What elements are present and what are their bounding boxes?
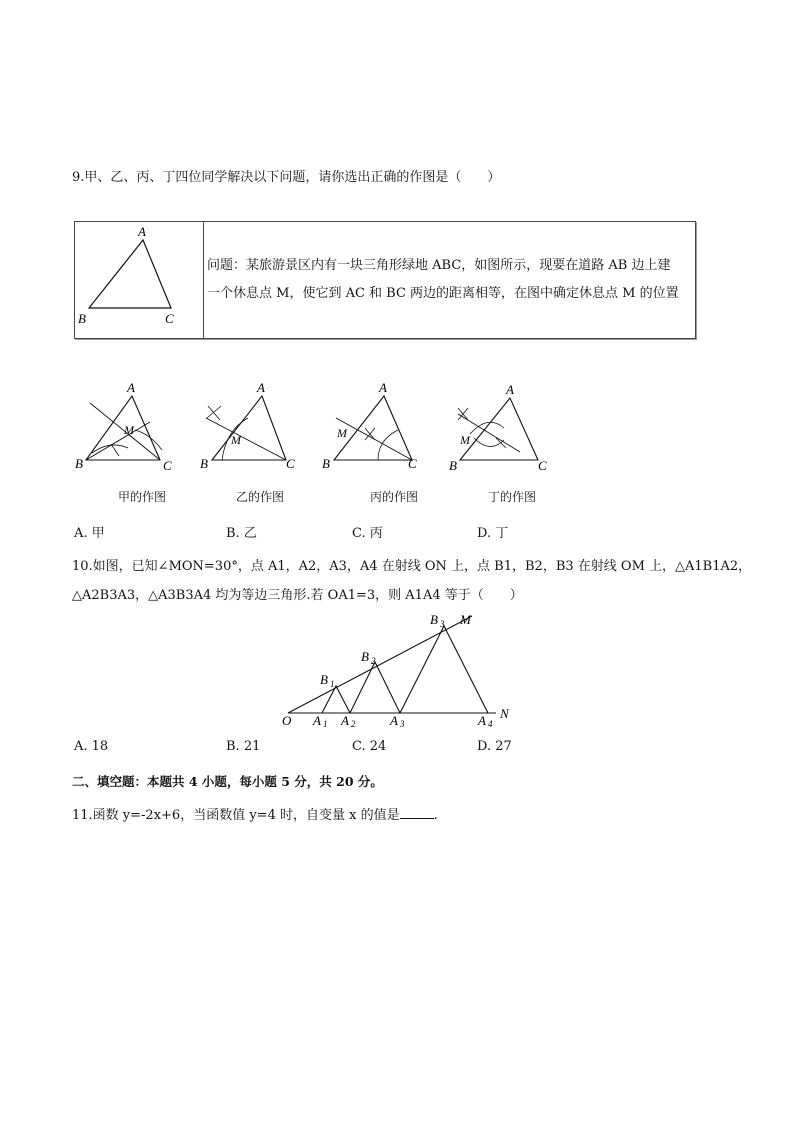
q10-label-O: O (282, 713, 292, 728)
bing-label-M: M (337, 426, 347, 440)
ding-label-C: C (538, 458, 547, 473)
label-C: C (165, 311, 174, 326)
q9-problem-box (74, 221, 696, 339)
figure-ding (449, 382, 547, 473)
q9-option-a[interactable]: A. 甲 (74, 526, 105, 541)
q9-problem-text (207, 252, 679, 308)
jia-label-B: B (75, 456, 83, 471)
caption-yi: 乙的作图 (236, 490, 285, 504)
ding-label-B: B (449, 458, 457, 473)
q10-label-B1: B (320, 672, 328, 687)
q10-label-B3: B (430, 612, 438, 627)
q10-stem-line1: 10.如图，已知∠MON=30°，点 A1，A2，A3，A4 在射线 ON 上，点 B1，B2，B3 在射线 OM 上，△A1B1A2， (72, 559, 752, 574)
ding-label-M: M (460, 433, 470, 447)
q10-subb-3: 3 (440, 619, 445, 629)
q10-sub-2: 2 (351, 719, 356, 729)
label-A: A (138, 224, 146, 239)
section2-heading: 二、填空题：本题共 4 小题，每小题 5 分，共 20 分。 (72, 774, 383, 789)
yi-label-C: C (286, 456, 295, 471)
caption-ding: 丁的作图 (488, 490, 537, 504)
q9-problem-line1: 问题：某旅游景区内有一块三角形绿地 ABC，如图所示，现要在道路 AB 边上建 (207, 258, 671, 273)
q10-subb-2: 2 (371, 656, 376, 666)
q10-label-N: N (500, 706, 509, 721)
q10-label-A2: A (341, 713, 349, 728)
jia-label-C: C (163, 458, 172, 473)
q10-option-a[interactable]: A. 18 (74, 739, 109, 754)
q10-figure (0, 608, 794, 738)
bing-label-C: C (408, 456, 417, 471)
q10-label-A1: A (313, 713, 321, 728)
q10-subb-1: 1 (330, 679, 335, 689)
q10-sub-4: 4 (488, 719, 493, 729)
q10-sub-3: 3 (400, 719, 405, 729)
yi-label-B: B (200, 456, 208, 471)
q10-option-b[interactable]: B. 21 (226, 739, 261, 754)
label-B: B (78, 311, 86, 326)
yi-label-M: M (231, 433, 241, 447)
ding-label-A: A (506, 382, 514, 397)
jia-label-A: A (127, 380, 135, 395)
bing-label-B: B (322, 456, 330, 471)
q11-stem-end: . (433, 808, 438, 823)
q9-stem: 9.甲、乙、丙、丁四位同学解决以下问题，请你选出正确的作图是（ ） (72, 170, 501, 185)
q10-option-d[interactable]: D. 27 (477, 739, 512, 754)
figure-bing (322, 380, 417, 471)
q10-label-A4: A (478, 713, 486, 728)
bing-label-A: A (379, 380, 387, 395)
q9-option-d[interactable]: D. 丁 (477, 526, 509, 541)
q10-option-c[interactable]: C. 24 (352, 739, 387, 754)
q9-problem-line2: 一个休息点 M，使它到 AC 和 BC 两边的距离相等，在图中确定休息点 M 的位置 (207, 286, 679, 301)
caption-bing: 丙的作图 (370, 490, 419, 504)
q11-stem-text: 11.函数 y=-2x+6，当函数值 y=4 时，自变量 x 的值是 (72, 808, 400, 823)
q10-label-B2: B (361, 649, 369, 664)
box-divider (203, 222, 204, 338)
figure-jia (75, 380, 172, 473)
yi-label-A: A (257, 380, 265, 395)
q11-stem (72, 804, 438, 823)
q9-triangle-figure (75, 222, 203, 338)
q10-stem-line2: △A2B3A3，△A3B3A4 均为等边三角形.若 OA1=3，则 A1A4 等于（ ） (72, 588, 523, 603)
caption-jia: 甲的作图 (118, 490, 167, 504)
q9-option-c[interactable]: C. 丙 (352, 526, 383, 541)
q10-sub-1: 1 (323, 719, 328, 729)
q9-option-b[interactable]: B. 乙 (226, 526, 257, 541)
q11-answer-blank[interactable] (400, 806, 434, 819)
figure-yi (200, 380, 295, 471)
q10-label-M: M (460, 612, 471, 627)
jia-label-M: M (124, 423, 134, 437)
q10-label-A3: A (390, 713, 398, 728)
q9-construction-figures (0, 378, 794, 478)
